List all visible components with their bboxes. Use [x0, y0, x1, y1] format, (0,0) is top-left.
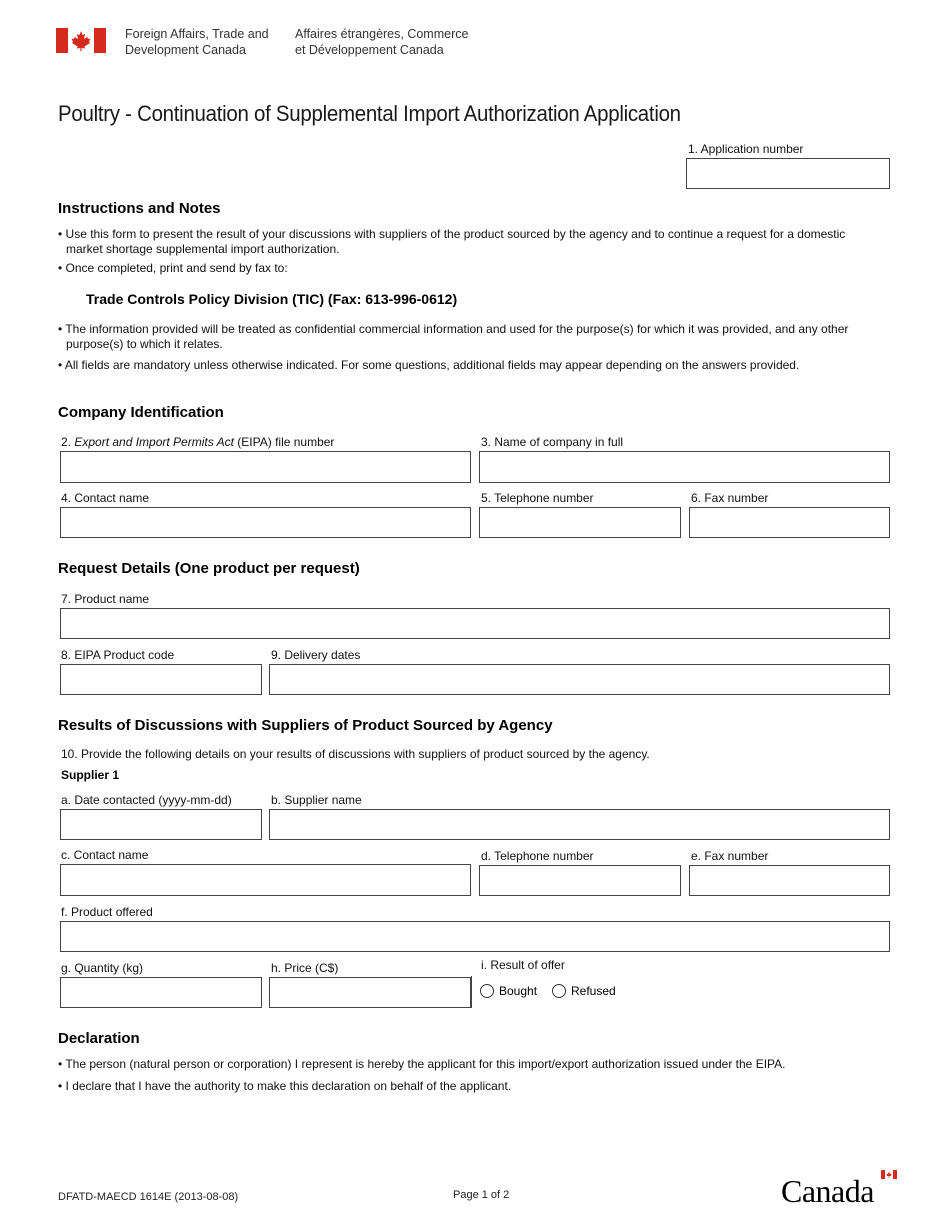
result-divider [471, 976, 472, 1008]
instruction-bullet-4: • All fields are mandatory unless otherwise indicated. For some questions, additional fields may appear depending on the answers provided. [58, 358, 800, 372]
product-name-field[interactable] [60, 608, 890, 639]
supplier-fax-label: e. Fax number [691, 849, 769, 863]
form-identifier: DFATD-MAECD 1614E (2013-08-08) [58, 1191, 239, 1203]
contact-name-label: 4. Contact name [61, 491, 150, 505]
supplier-fax-field[interactable] [689, 865, 890, 896]
declaration-line-1: • The person (natural person or corporation) I represent is hereby the applicant for this import/export authorization issued under the EIPA. [58, 1057, 786, 1071]
contact-name-field[interactable] [60, 507, 471, 538]
results-heading: Results of Discussions with Suppliers of Product Sourced by Agency [58, 717, 553, 734]
fax-destination: Trade Controls Policy Division (TIC) (Fax: 613-996-0612) [86, 291, 458, 307]
page-number: Page 1 of 2 [453, 1189, 510, 1201]
date-contacted-field[interactable] [60, 809, 262, 840]
supplier-telephone-label: d. Telephone number [481, 849, 594, 863]
canada-flag-icon [56, 28, 106, 53]
application-number-field[interactable] [686, 158, 890, 189]
radio-refused[interactable] [552, 984, 616, 998]
product-offered-label: f. Product offered [61, 905, 153, 919]
instruction-bullet-1: • Use this form to present the result of your discussions with suppliers of the product sourced by the agency and to continue a request for a domestic market shortage supplemental import authorization. [58, 227, 846, 256]
product-name-label: 7. Product name [61, 592, 150, 606]
supplier-contact-name-field[interactable] [60, 864, 471, 896]
radio-refused-circle[interactable] [552, 984, 566, 998]
telephone-number-field[interactable] [479, 507, 681, 538]
supplier-telephone-field[interactable] [479, 865, 681, 896]
company-name-field[interactable] [479, 451, 890, 483]
eipa-product-code-field[interactable] [60, 664, 262, 695]
fax-number-label: 6. Fax number [691, 491, 769, 505]
company-name-label: 3. Name of company in full [481, 435, 624, 449]
page-title: Poultry - Continuation of Supplemental Import Authorization Application [58, 101, 681, 126]
instruction-bullet-3: • The information provided will be treated as confidential commercial information and used for the purpose(s) for which it was provided, and any other purpose(s) to which it relates. [58, 322, 849, 351]
company-identification-heading: Company Identification [58, 404, 224, 421]
application-number-label: 1. Application number [688, 142, 804, 156]
telephone-number-label: 5. Telephone number [481, 491, 594, 505]
eipa-product-code-label: 8. EIPA Product code [61, 648, 175, 662]
instructions-heading: Instructions and Notes [58, 200, 221, 217]
product-offered-field[interactable] [60, 921, 890, 952]
declaration-heading: Declaration [58, 1030, 140, 1047]
supplier-name-label: b. Supplier name [271, 793, 362, 807]
declaration-line-2: • I declare that I have the authority to make this declaration on behalf of the applicant. [58, 1079, 512, 1093]
delivery-dates-label: 9. Delivery dates [271, 648, 361, 662]
supplier-contact-name-label: c. Contact name [61, 848, 149, 862]
eipa-file-number-label: 2. Export and Import Permits Act (EIPA) file number [61, 435, 335, 449]
date-contacted-label: a. Date contacted (yyyy-mm-dd) [61, 793, 232, 807]
wordmark-flag-icon [881, 1170, 897, 1179]
delivery-dates-field[interactable] [269, 664, 890, 695]
supplier-1-heading: Supplier 1 [61, 768, 120, 782]
radio-bought[interactable] [480, 984, 537, 998]
quantity-field[interactable] [60, 977, 262, 1008]
radio-refused-label: Refused [571, 984, 616, 998]
price-label: h. Price (C$) [271, 961, 339, 975]
price-field[interactable] [269, 977, 471, 1008]
canada-wordmark-text: Canada [781, 1173, 874, 1209]
quantity-label: g. Quantity (kg) [61, 961, 144, 975]
results-intro: 10. Provide the following details on your results of discussions with suppliers of product sourced by the agency. [61, 747, 650, 761]
eipa-file-number-field[interactable] [60, 451, 471, 483]
radio-bought-label: Bought [499, 984, 538, 998]
department-name-english: Foreign Affairs, Trade and Development Canada [125, 27, 269, 57]
request-details-heading: Request Details (One product per request) [58, 560, 360, 577]
instruction-bullet-2: • Once completed, print and send by fax to: [58, 261, 288, 275]
radio-bought-circle[interactable] [480, 984, 494, 998]
canada-wordmark-logo [781, 1170, 899, 1208]
supplier-name-field[interactable] [269, 809, 890, 840]
fax-number-field[interactable] [689, 507, 890, 538]
department-name-french: Affaires étrangères, Commerce et Développement Canada [295, 27, 469, 57]
result-of-offer-label: i. Result of offer [481, 958, 565, 972]
